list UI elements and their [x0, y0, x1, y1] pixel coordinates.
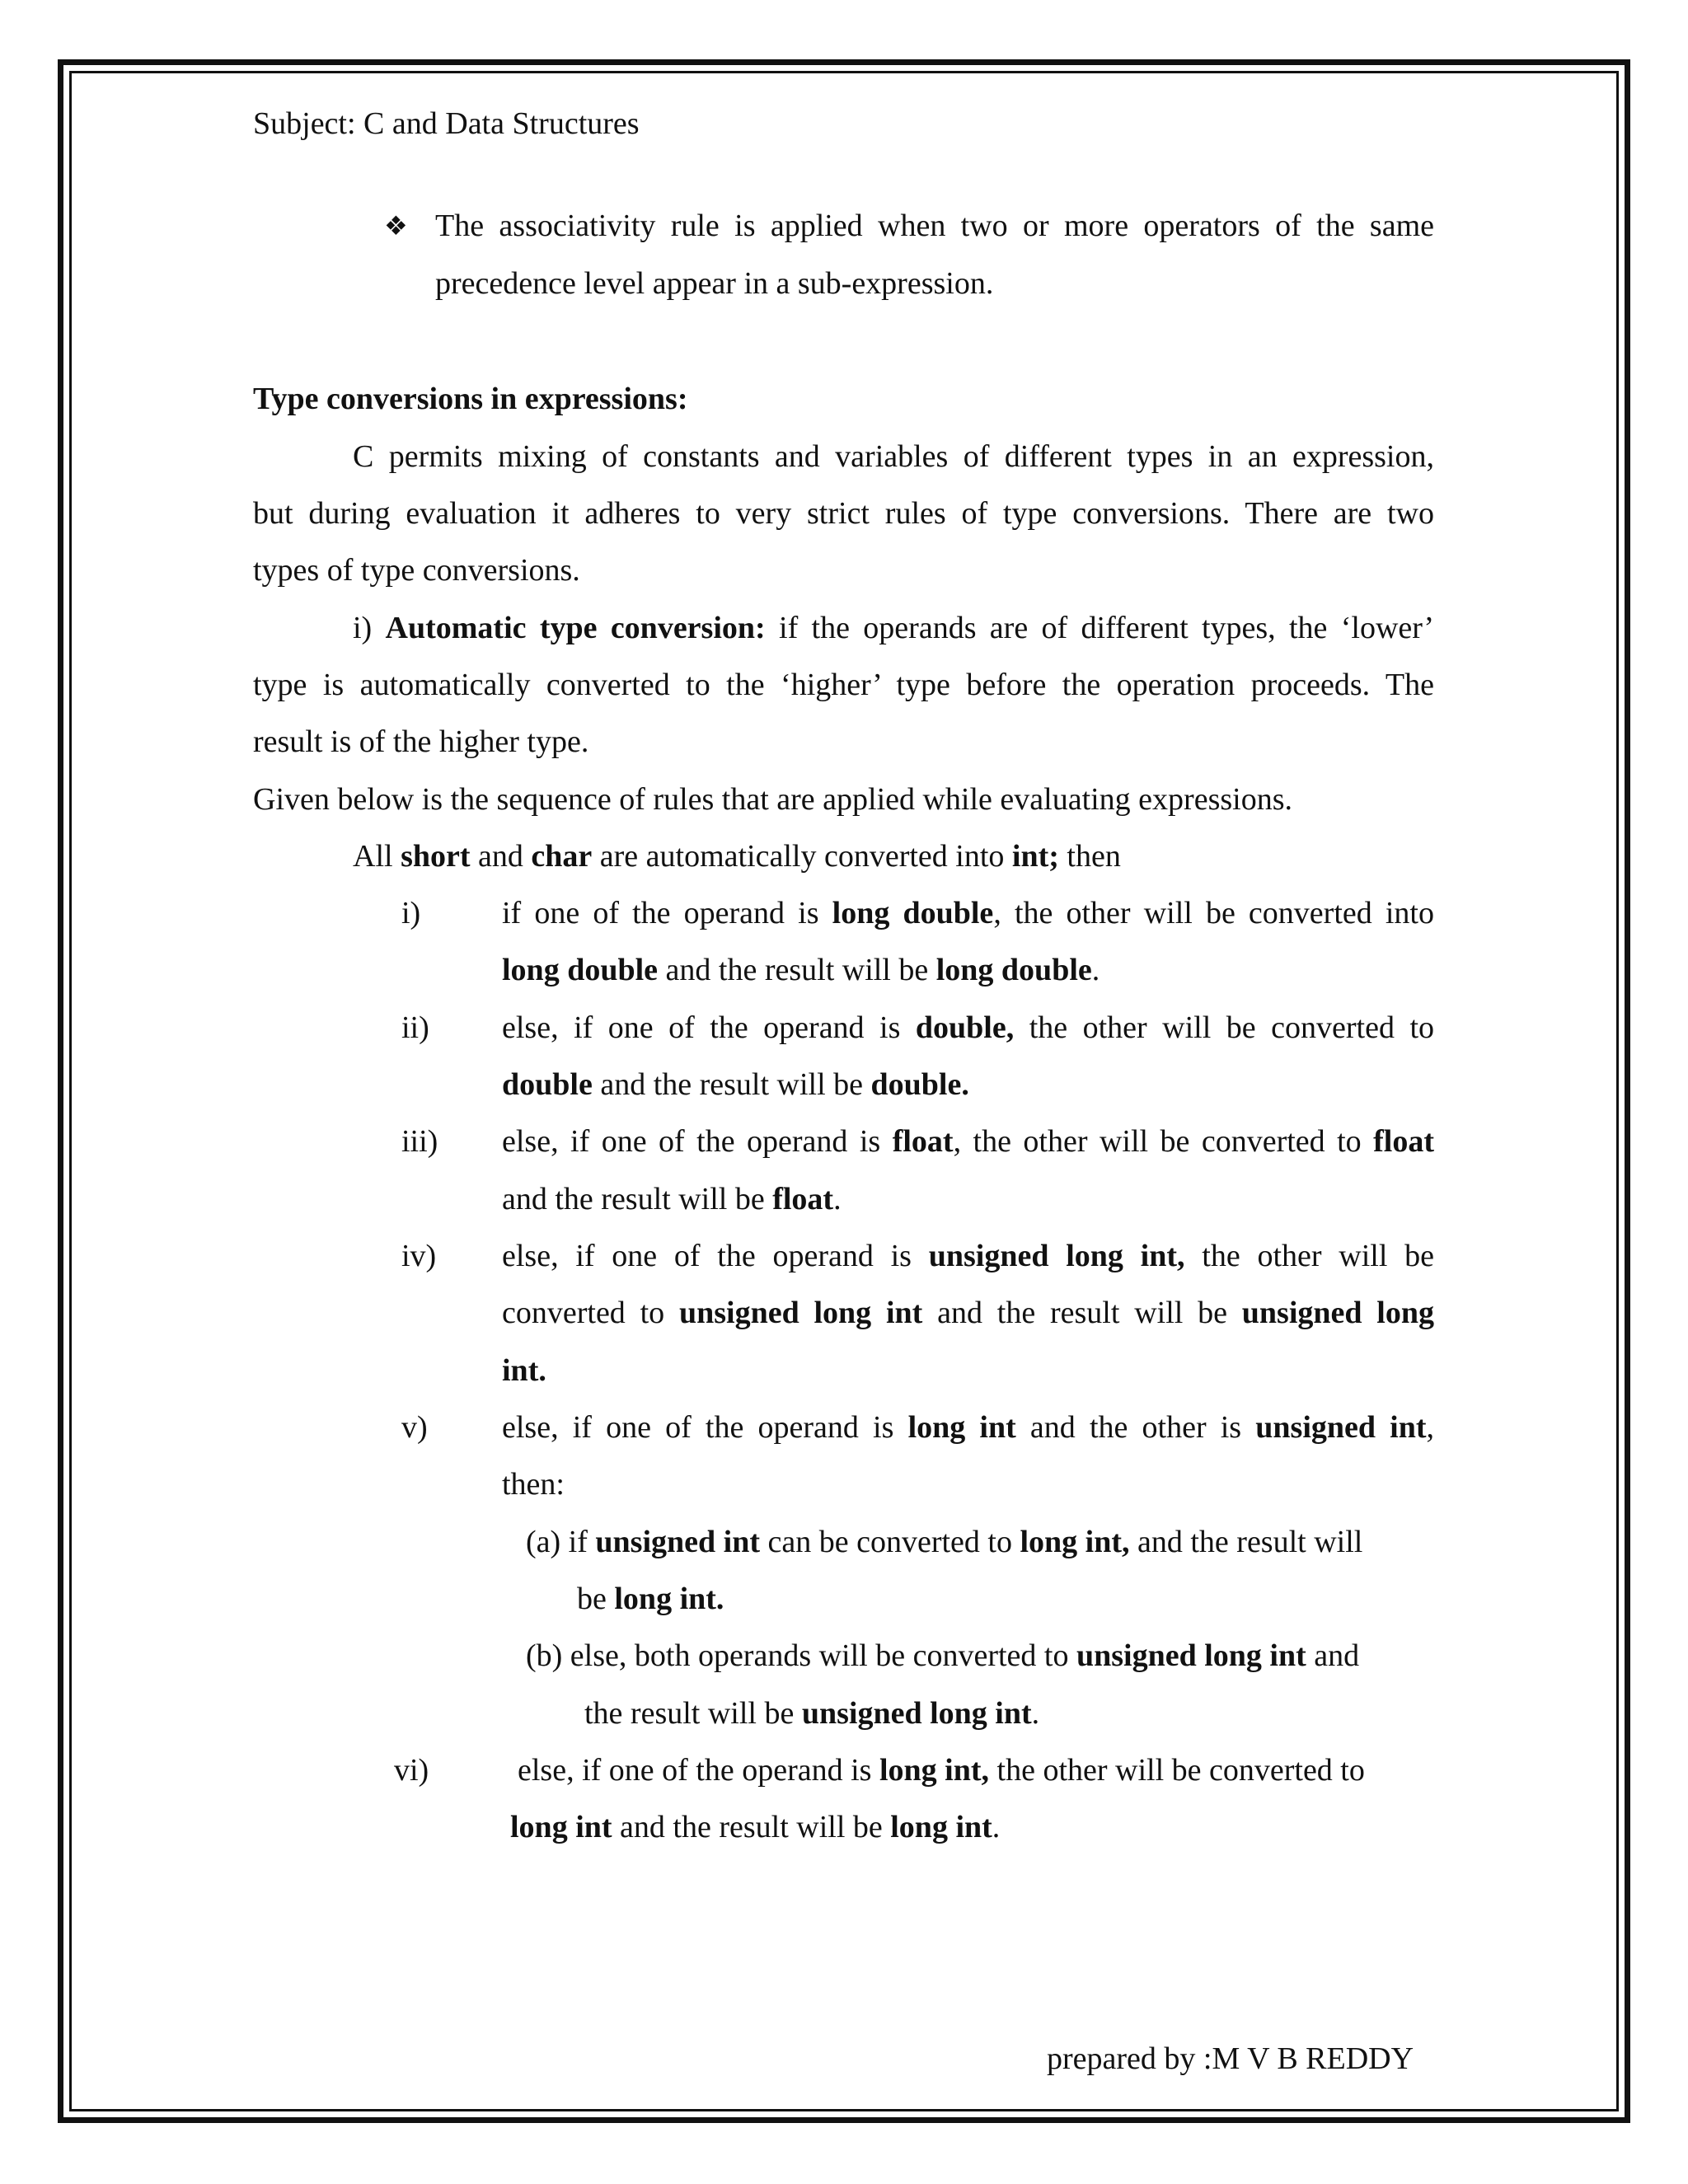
rule-4-line-3: int.: [502, 1353, 546, 1388]
subject-header: Subject: C and Data Structures: [253, 106, 640, 141]
rule-5-line-1: else, if one of the operand is long int and the other is unsigned int,: [502, 1410, 1435, 1445]
rule-1-number: i): [401, 896, 421, 930]
auto-conversion-line-1: i) Automatic type conversion: if the operands are of different types, the ‘lower’: [353, 611, 1434, 645]
rule-5-sub-a-line-1: (a) if unsigned int can be converted to long int, and the result will: [526, 1525, 1363, 1559]
all-short-char-line: All short and char are automatically converted into int; then: [353, 839, 1121, 874]
auto-conversion-line-2: type is automatically converted to the ‘higher’ type before the operation proceeds. The: [253, 668, 1434, 702]
rule-3-line-1: else, if one of the operand is float, the other will be converted to float: [502, 1124, 1435, 1159]
rule-5-sub-b-line-1: (b) else, both operands will be converted to unsigned long int and: [526, 1638, 1360, 1673]
rule-2-number: ii): [401, 1010, 429, 1045]
rule-4-line-2: converted to unsigned long int and the result will be unsigned long: [502, 1296, 1434, 1330]
rule-3-number: iii): [401, 1124, 438, 1159]
rule-4-number: iv): [401, 1239, 437, 1273]
section-heading: Type conversions in expressions:: [253, 382, 688, 416]
rule-5-line-2: then:: [502, 1467, 565, 1502]
rule-5-sub-a-line-2: be long int.: [577, 1582, 724, 1616]
rule-6-line-1: else, if one of the operand is long int, the other will be converted to: [518, 1753, 1365, 1788]
paragraph-line-3: types of type conversions.: [253, 553, 580, 588]
bullet-line-1: The associativity rule is applied when two or more operators of the same: [435, 209, 1434, 243]
auto-conversion-line-3: result is of the higher type.: [253, 724, 589, 759]
rule-1-line-2: long double and the result will be long double.: [502, 953, 1100, 987]
paragraph-line-2: but during evaluation it adheres to very strict rules of type conversions. There are two: [253, 496, 1434, 531]
rule-1-line-1: if one of the operand is long double, the other will be converted into: [502, 896, 1434, 930]
rule-3-line-2: and the result will be float.: [502, 1182, 842, 1216]
paragraph-line-1: C permits mixing of constants and variables of different types in an expression,: [353, 439, 1434, 474]
rule-2-line-1: else, if one of the operand is double, the other will be converted to: [502, 1010, 1434, 1045]
prepared-by-footer: prepared by :M V B REDDY: [1047, 2041, 1414, 2076]
rule-6-line-2: long int and the result will be long int.: [510, 1810, 1001, 1844]
rule-5-number: v): [401, 1410, 428, 1445]
bullet-line-2: precedence level appear in a sub-expression.: [435, 266, 994, 301]
rule-2-line-2: double and the result will be double.: [502, 1067, 969, 1102]
diamond-bullet-icon: ❖: [384, 211, 408, 241]
rule-6-number: vi): [394, 1753, 429, 1788]
given-below-line: Given below is the sequence of rules that are applied while evaluating expressions.: [253, 782, 1292, 817]
rule-5-sub-b-line-2: the result will be unsigned long int.: [584, 1696, 1040, 1731]
rule-4-line-1: else, if one of the operand is unsigned long int, the other will be: [502, 1239, 1434, 1273]
